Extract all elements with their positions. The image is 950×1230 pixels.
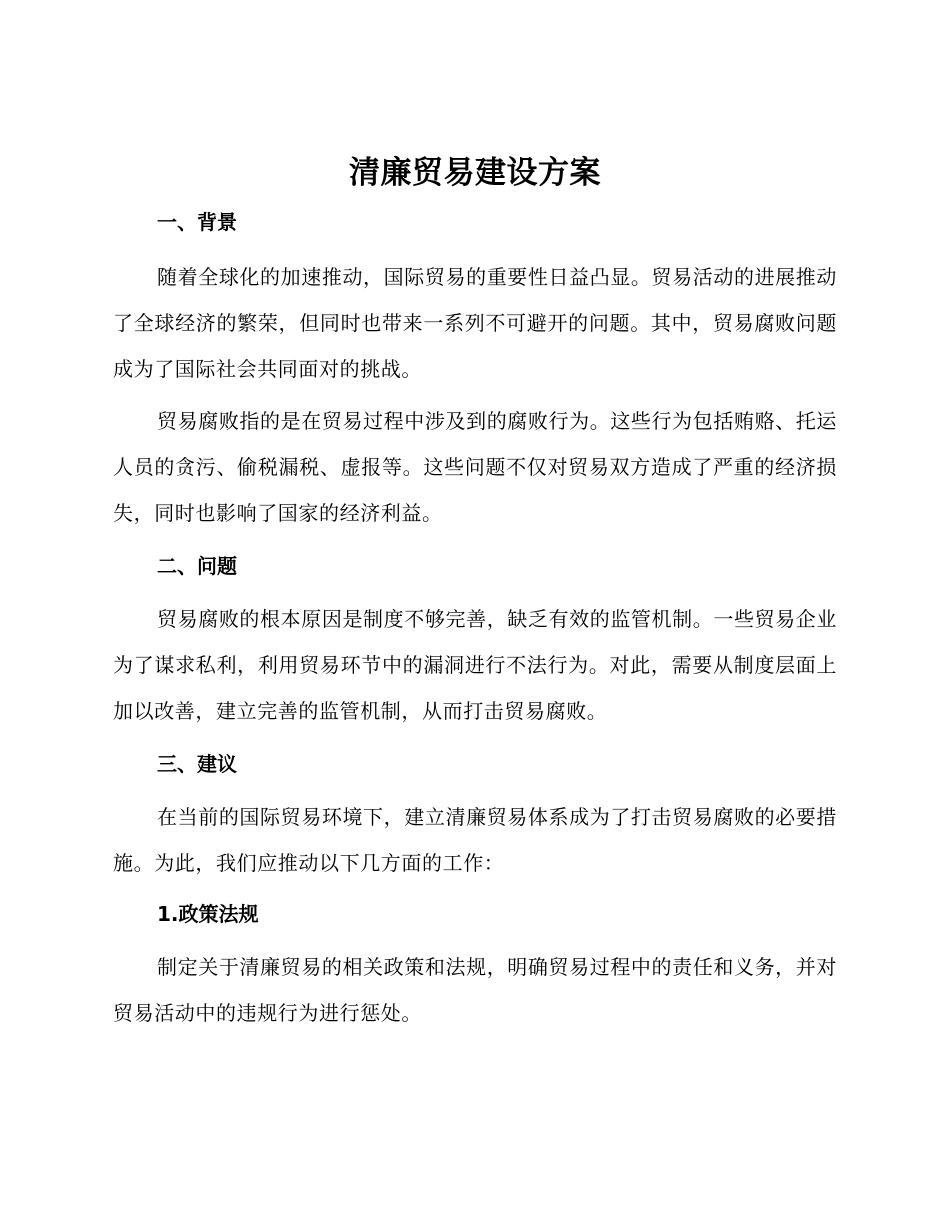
paragraph: 制定关于清廉贸易的相关政策和法规，明确贸易过程中的责任和义务，并对贸易活动中的违规行为进行惩处。 <box>113 955 837 1025</box>
section-heading-suggestions: 三、建议 <box>157 752 237 776</box>
document-title: 清廉贸易建设方案 <box>349 155 601 191</box>
paragraph: 随着全球化的加速推动，国际贸易的重要性日益凸显。贸易活动的进展推动了全球经济的繁荣，但同时也带来一系列不可避开的问题。其中，贸易腐败问题成为了国际社会共同面对的挑战。 <box>113 265 837 381</box>
paragraph: 贸易腐败的根本原因是制度不够完善，缺乏有效的监管机制。一些贸易企业为了谋求私利，利用贸易环节中的漏洞进行不法行为。对此，需要从制度层面上加以改善，建立完善的监管机制，从而打击贸易腐败。 <box>113 607 837 723</box>
document-body <box>113 150 837 1036</box>
paragraph: 贸易腐败指的是在贸易过程中涉及到的腐败行为。这些行为包括贿赂、托运人员的贪污、偷税漏税、虚报等。这些问题不仅对贸易双方造成了严重的经济损失，同时也影响了国家的经济利益。 <box>113 409 837 525</box>
section-heading-background: 一、背景 <box>157 210 237 234</box>
paragraph: 在当前的国际贸易环境下，建立清廉贸易体系成为了打击贸易腐败的必要措施。为此，我们应推动以下几方面的工作： <box>113 805 837 875</box>
section-heading-problems: 二、问题 <box>157 554 237 578</box>
subsection-heading-policy: 1.政策法规 <box>157 902 259 926</box>
